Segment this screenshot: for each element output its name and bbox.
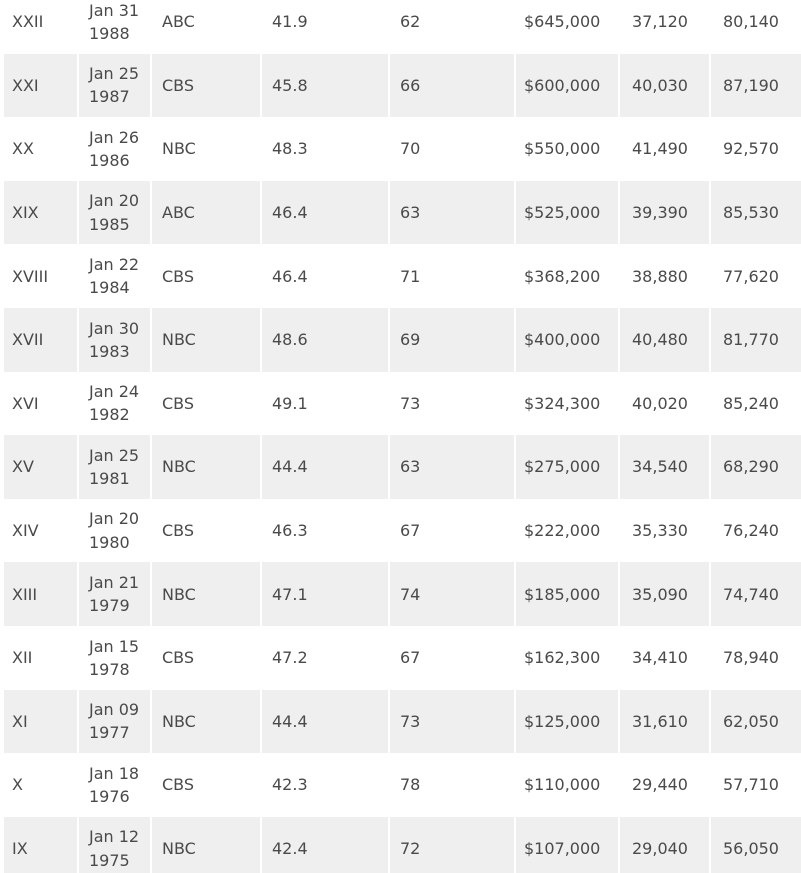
cell-value-8: 68,290 <box>723 457 779 477</box>
cell-rating: 46.3 <box>262 499 390 563</box>
cell-value-8: 85,530 <box>723 202 779 222</box>
cell-network: NBC <box>152 562 262 626</box>
cell-network: CBS <box>152 54 262 118</box>
cell-cost: $525,000 <box>516 181 620 245</box>
cell-share: 78 <box>390 753 516 817</box>
cell-value-7: 40,030 <box>620 54 711 118</box>
cell-value-8: 77,620 <box>723 266 779 286</box>
cell-network: NBC <box>152 690 262 754</box>
cell-value-8: 57,710 <box>723 775 779 795</box>
cell-cost: $400,000 <box>516 308 620 372</box>
cell-rating: 44.4 <box>262 435 390 499</box>
cell-rating: 46.4 <box>262 244 390 308</box>
cell-share: 71 <box>390 244 516 308</box>
cell-cost: $600,000 <box>516 54 620 118</box>
cell-cost: $110,000 <box>516 753 620 817</box>
cell-share: 72 <box>390 817 516 873</box>
cell-super-bowl-numeral: XX <box>4 117 79 181</box>
cell-super-bowl-numeral: XVIII <box>4 244 79 308</box>
cell-share: 66 <box>390 54 516 118</box>
cell-network: ABC <box>152 181 262 245</box>
cell-cost: $550,000 <box>516 117 620 181</box>
cell-share: 62 <box>390 0 516 54</box>
cell-network: NBC <box>152 117 262 181</box>
cell-super-bowl-numeral: XII <box>4 626 79 690</box>
cell-share: 73 <box>390 690 516 754</box>
cell-value-7: 31,610 <box>620 690 711 754</box>
cell-date: Jan 20 1980 <box>79 499 152 563</box>
cell-rating: 42.3 <box>262 753 390 817</box>
cell-value-8: 62,050 <box>723 711 779 731</box>
cell-network: NBC <box>152 308 262 372</box>
cell-cost: $324,300 <box>516 372 620 436</box>
cell-value-8: 56,050 <box>723 838 779 858</box>
cell-cost: $162,300 <box>516 626 620 690</box>
cell-value-8: 85,240 <box>723 393 779 413</box>
cell-super-bowl-numeral: XIV <box>4 499 79 563</box>
cell-date: Jan 26 1986 <box>79 117 152 181</box>
cell-value-8: 80,140 <box>723 12 779 32</box>
cell-super-bowl-numeral: XVII <box>4 308 79 372</box>
cell-share: 63 <box>390 435 516 499</box>
cell-rating: 48.6 <box>262 308 390 372</box>
cell-cost: $222,000 <box>516 499 620 563</box>
cell-super-bowl-numeral: XIX <box>4 181 79 245</box>
cell-cost: $185,000 <box>516 562 620 626</box>
cell-super-bowl-numeral: X <box>4 753 79 817</box>
cell-date: Jan 25 1987 <box>79 54 152 118</box>
table-row <box>4 817 801 873</box>
cell-network: CBS <box>152 626 262 690</box>
cell-share: 73 <box>390 372 516 436</box>
cell-value-8: 74,740 <box>723 584 779 604</box>
table-row <box>4 308 801 372</box>
cell-value-8: 81,770 <box>723 330 779 350</box>
cell-rating: 47.2 <box>262 626 390 690</box>
cell-rating: 41.9 <box>262 0 390 54</box>
table-row <box>4 244 801 308</box>
cell-value-8: 78,940 <box>723 648 779 668</box>
cell-rating: 45.8 <box>262 54 390 118</box>
cell-network: CBS <box>152 499 262 563</box>
cell-super-bowl-numeral: XIII <box>4 562 79 626</box>
cell-value-7: 37,120 <box>620 0 711 54</box>
cell-value-7: 41,490 <box>620 117 711 181</box>
cell-date: Jan 22 1984 <box>79 244 152 308</box>
cell-share: 63 <box>390 181 516 245</box>
cell-share: 67 <box>390 499 516 563</box>
cell-date: Jan 18 1976 <box>79 753 152 817</box>
cell-date: Jan 25 1981 <box>79 435 152 499</box>
table-row <box>4 54 801 118</box>
cell-date: Jan 09 1977 <box>79 690 152 754</box>
cell-super-bowl-numeral: XI <box>4 690 79 754</box>
cell-network: CBS <box>152 244 262 308</box>
cell-date: Jan 30 1983 <box>79 308 152 372</box>
table-row <box>4 372 801 436</box>
cell-rating: 46.4 <box>262 181 390 245</box>
cell-rating: 48.3 <box>262 117 390 181</box>
cell-network: NBC <box>152 435 262 499</box>
cell-value-7: 39,390 <box>620 181 711 245</box>
cell-cost: $645,000 <box>516 0 620 54</box>
cell-value-8: 87,190 <box>723 75 779 95</box>
cell-date: Jan 15 1978 <box>79 626 152 690</box>
cell-share: 70 <box>390 117 516 181</box>
cell-rating: 47.1 <box>262 562 390 626</box>
table-row <box>4 690 801 754</box>
cell-share: 67 <box>390 626 516 690</box>
table-row <box>4 181 801 245</box>
cell-share: 74 <box>390 562 516 626</box>
cell-network: CBS <box>152 753 262 817</box>
cell-cost: $368,200 <box>516 244 620 308</box>
cell-date: Jan 24 1982 <box>79 372 152 436</box>
cell-value-7: 40,480 <box>620 308 711 372</box>
cell-date: Jan 20 1985 <box>79 181 152 245</box>
table-row <box>4 435 801 499</box>
cell-rating: 42.4 <box>262 817 390 873</box>
cell-value-7: 38,880 <box>620 244 711 308</box>
table-row <box>4 117 801 181</box>
cell-rating: 44.4 <box>262 690 390 754</box>
cell-date: Jan 21 1979 <box>79 562 152 626</box>
ratings-table <box>4 0 801 873</box>
cell-super-bowl-numeral: XXI <box>4 54 79 118</box>
table-row <box>4 626 801 690</box>
cell-super-bowl-numeral: XXII <box>4 0 79 54</box>
cell-value-7: 29,440 <box>620 753 711 817</box>
cell-network: CBS <box>152 372 262 436</box>
table-row <box>4 753 801 817</box>
cell-date: Jan 12 1975 <box>79 817 152 873</box>
cell-value-7: 35,330 <box>620 499 711 563</box>
cell-value-7: 34,410 <box>620 626 711 690</box>
cell-value-7: 29,040 <box>620 817 711 873</box>
cell-cost: $107,000 <box>516 817 620 873</box>
cell-value-8: 92,570 <box>723 139 779 159</box>
cell-super-bowl-numeral: XVI <box>4 372 79 436</box>
cell-super-bowl-numeral: IX <box>4 817 79 873</box>
table-row <box>4 562 801 626</box>
cell-super-bowl-numeral: XV <box>4 435 79 499</box>
cell-cost: $125,000 <box>516 690 620 754</box>
cell-value-7: 40,020 <box>620 372 711 436</box>
cell-rating: 49.1 <box>262 372 390 436</box>
table-row <box>4 0 801 54</box>
cell-share: 69 <box>390 308 516 372</box>
cell-cost: $275,000 <box>516 435 620 499</box>
cell-value-7: 34,540 <box>620 435 711 499</box>
cell-network: NBC <box>152 817 262 873</box>
cell-network: ABC <box>152 0 262 54</box>
cell-value-7: 35,090 <box>620 562 711 626</box>
cell-value-8: 76,240 <box>723 520 779 540</box>
cell-date: Jan 31 1988 <box>79 0 152 54</box>
table-row <box>4 499 801 563</box>
